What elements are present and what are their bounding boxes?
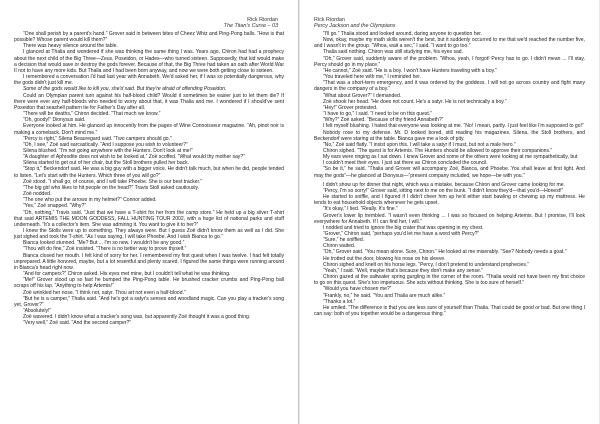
paragraph: I knew the Stolls were up to something. They always were. But I guess Zoë didn't know them as well as I did. She just sighed and took the T-shirt. “As I was saying, I will take Phoebe. And I wish Bianca to go.”: [14, 228, 284, 241]
paragraph: “Thanks a lot.”: [323, 298, 356, 305]
paragraph: “Thou wilt do fine,” Zoë insisted. “There is no better way to prove thyself.”: [23, 246, 187, 253]
paragraph: “Me!” Grover stood up so fast he bumped the Ping-Pong table. He brushed cracker crumbs and Ping-Pong ball scraps off his lap. “Anything to help Artemis!”: [14, 277, 284, 290]
paragraph: He trotted out the door, blowing his nose on his sleeve.: [323, 255, 446, 262]
right-page-body: [314, 31, 585, 317]
paragraph: I remembered a conversation I'd had last year with Annabeth. We'd asked her, if I was so potentially dangerous, why the gods didn't just kill me.: [14, 74, 284, 87]
paragraph: Silena blushed. “I'm not going anywhere with the Hunters. Don't look at me!”: [23, 147, 193, 154]
paragraph: “He cannot,” Zoë said. “He is a boy. I won't have Hunters traveling with a boy.”: [323, 67, 497, 74]
right-page-author: Rick Riordan: [314, 17, 345, 23]
paragraph: “Stop it,” Beckendorf said. He was a big guy with a bigger voice. He didn't talk much, but when he did, people tended to listen. “Let's start with the Hunters. Which three of you will go?”: [14, 166, 284, 179]
paragraph: “Oh,” Grover said. “You mean alone. Sure, Chiron.” He looked at me miserably. “See? Nobody needs a goat.”: [323, 249, 567, 256]
paragraph: “Yeah,” I said. “Well, maybe that's because they don't make any sense.”: [323, 267, 483, 274]
paragraph: Zoë wavered. I didn't know what a tracker's song was, but apparently Zoë thought it was a good thing.: [23, 314, 251, 321]
paragraph: Now, okay, maybe my math skills weren't the best, but it suddenly occurred to me that we'd reached the number five, and I wasn't in the group. “Whoa, wait a sec,” I said. “I want to go too.”: [314, 37, 585, 50]
left-page-header: [14, 17, 284, 31]
paragraph: “Very well,” Zoë said. “And the second camper?”: [23, 320, 131, 327]
paragraph: “Percy is right,” Silena Beauregard said. “Two campers should go.”: [23, 135, 172, 142]
right-page-header: [314, 17, 585, 31]
paragraph: “Percy, I'm so sorry!” Grover said, sitting next to me on the bunk. “I didn't know they'd—that you'd—Honest!”: [323, 187, 564, 194]
paragraph: Zoë shook her head. “He does not count. He's a satyr. He is not technically a boy.”: [323, 98, 507, 105]
paragraph: “Sure,” he sniffled.: [323, 237, 365, 244]
paragraph: My ears were ringing as I sat down. I knew Grover and some of the others were looking at me sympathetically, but: [323, 154, 578, 161]
paragraph: “You traveled here with me,” I reminded her.: [323, 74, 421, 81]
paragraph: “I have to go,” I said. “I need to be on this quest.”: [323, 111, 432, 118]
paragraph: I glanced at Thalia and wondered if she was thinking the same thing I was. Years ago, Chiron had had a prophecy about the next child of the Big Three—Zeus, Poseidon, or Hades—who turned sixteen. Supposedly, that kid would make a decision that would save or destroy the gods forever. Because of that, the Big Three had taken an oath after World War II not to have any more kids. But Thalia and I had been born anyway, and now we were both getting close to sixteen.: [14, 49, 284, 74]
paragraph: “Oh, nothing,” Travis said. “Just that we have a T-shirt for her from the camp store.” He held up a big silver T-shirt that said ARTEMIS THE MOON GODDESS, FALL HUNTING TOUR 2002, with a huge list of national parks and stuff underneath. “It's a collector's item. She was admiring it. You want to give it to her?”: [14, 209, 284, 228]
paragraph: “No,” Zoë said flatly. “I insist upon this. I will take a satyr if I must, but not a male hero.”: [323, 141, 516, 148]
paragraph: “One shall perish by a parent's hand.” Grover said in between bites of Cheez Whiz and Ping-Pong balls. “How is that possible? Whose parent would kill them?”: [14, 31, 284, 44]
paragraph: “Yes,” Zoë snapped. “Why?”: [23, 203, 86, 210]
left-page: [0, 0, 299, 424]
paragraph: “Oh, I see,” Zoë said sarcastically. “And I suppose you wish to volunteer?”: [23, 141, 188, 148]
paragraph: “Frankly, no,” he said. “You and Thalia are much alike.”: [323, 292, 446, 299]
paragraph: “But he is a camper,” Thalia said. “And he's got a satyr's senses and woodland magic. Can you play a tracker's song yet, Grover?”: [14, 295, 284, 308]
paragraph: Bianca closed her mouth. I felt kind of sorry for her. I remembered my first quest when I was twelve. I had felt totally unprepared. A little honored, maybe, but a lot resentful and plenty scared. I figured the same things were running around in Bianca's head right now.: [14, 252, 284, 271]
paragraph: “Oh, goody!” Dionysus said.: [23, 117, 86, 124]
paragraph: He smiled. “The difference is that you are less sure of yourself than Thalia. That could be good or bad. But one thing I can say: both of you together would be a dangerous thing.”: [314, 304, 585, 318]
paragraph: Nobody rose to my defense. Mr. D looked bored, still reading his magazines. Silena, the Stoll brothers, and Beckendorf were staring at the table. Bianca gave me a look of pity.: [314, 129, 585, 142]
paragraph: Some of the gods would like to kill you, she'd said. But they're afraid of offending Poseidon.: [23, 86, 227, 93]
paragraph: I couldn't meet their eyes. I just sat there as Chiron concluded the council.: [323, 160, 488, 167]
paragraph: There was heavy silence around the table.: [23, 43, 118, 50]
paragraph: “Why?” Zoë asked. “Because of thy friend Annabeth?”: [323, 117, 444, 124]
paragraph: “Oh,” Grover said, suddenly aware of the problem. “Whoa, yeah, I forgot! Percy has to go. I didn't mean ... I'll stay. Percy should go in my place.”: [314, 55, 585, 68]
paragraph: “Would you have chosen me?”: [323, 286, 392, 293]
paragraph: “It's okay,” I lied. “Really. It's fine.”: [323, 206, 398, 213]
paragraph: “And for campers?” Chiron asked. His eyes met mine, but I couldn't tell what he was thinking.: [23, 271, 231, 278]
paragraph: “Grover,” Chiron said, “perhaps you'd let me have a word with Percy?”: [323, 231, 480, 237]
paragraph: Chiron gazed at the saltwater spring gurgling in the corner of the room. “Thalia would not have been my first choice to go on this quest. She's too impetuous. She acts without thinking. She is too sure of herself.”: [314, 274, 585, 287]
paragraph: Thalia said nothing. Chiron was still studying me, his eyes sad.: [323, 49, 463, 56]
paragraph: Grover's lower lip trembled. “I wasn't even thinking ... I was so focused on helping Artemis. But I promise, I'll look everywhere for Annabeth. If I can find her, I will.”: [314, 212, 585, 225]
paragraph: Chiron waited.: [323, 243, 356, 250]
paragraph: Everyone looked at him. He glanced up innocently from the pages of Wine Connoisseur magazine. “Ah, pinot noir is making a comeback. Don't mind me.”: [14, 123, 284, 136]
paragraph: Zoë stood. “I shall go, of course, and I will take Phoebe. She is our best tracker.”: [23, 178, 202, 185]
paragraph: Chiron sighed. “The quest is for Artemis. The Hunters should be allowed to approve their companions.”: [323, 147, 553, 154]
right-page: [300, 0, 599, 424]
paragraph: Silena started to get out of her chair, but the Stoll brothers pulled her back.: [23, 160, 190, 167]
paragraph: Chiron sighed and knelt on his horse legs. “Percy, I don't pretend to understand prophecies.”: [323, 261, 529, 268]
paragraph: “What about Grover?” I demanded.: [323, 92, 402, 99]
paragraph: Could an Olympian parent turn against his half-blood child? Would it sometimes be easier just to let them die? If there were ever any half-bloods who needed to worry about that, it was Thalia and me. I wondered if I should've sent Poseidon that seashell pattern tie for Father's Day after all.: [14, 92, 284, 111]
paragraph: “That was a short-term emergency, and it was ordered by the goddess. I will not go across country and fight many dangers in the company of a boy.”: [314, 80, 585, 93]
left-page-author: Rick Riordan: [247, 17, 278, 23]
paragraph: He started to sniffle, and I figured if I didn't cheer him up he'd either start bawling or chewing up my mattress. He tends to eat household objects whenever he gets upset.: [314, 194, 585, 207]
right-page-title: Percy Jackson and the Olympians: [314, 23, 396, 30]
left-page-title: The Titan's Curse – 03: [223, 23, 278, 30]
paragraph: “So be it,” he said. “Thalia and Grover will accompany Zoë, Bianca, and Phoebe. You shall leave at first light. And may the gods”—he glanced at Dionysus—“present company included, we hope—be with you.”: [314, 166, 585, 179]
paragraph: Zoë wrinkled her nose. “I think not, satyr. Thou art not even a half-blood.”: [23, 289, 186, 296]
left-page-body: [14, 31, 284, 327]
paragraph: “There will be deaths,” Chiron decided. “That much we know.”: [23, 111, 161, 118]
paragraph: “Absolutely!”: [23, 308, 52, 315]
paragraph: “The big girl who likes to hit people on the head?” Travis Stoll asked cautiously.: [23, 184, 200, 191]
paragraph: “I'll go.” Thalia stood and looked around, daring anyone to question her.: [323, 31, 483, 37]
paragraph: Zoë nodded.: [23, 191, 52, 198]
paragraph: “The one who put the arrows in my helmet?” Connor added.: [23, 197, 157, 204]
paragraph: “A daughter of Aphrodite does not wish to be looked at,” Zoë scoffed. “What would thy mother say?”: [23, 154, 245, 161]
paragraph: I didn't show up for dinner that night, which was a mistake, because Chiron and Grover came looking for me.: [323, 181, 565, 188]
paragraph: I felt myself blushing. I hated that everyone was looking at me. “No! I mean, partly. I just feel like I'm supposed to go!”: [323, 123, 584, 130]
paragraph: Bianca looked stunned. “Me? But ... I'm so new. I wouldn't be any good.”: [23, 240, 185, 247]
paragraph: I nodded and tried to ignore the big crater that was opening in my chest.: [323, 224, 484, 231]
paragraph: “Hey!” Grover protested.: [323, 104, 378, 111]
